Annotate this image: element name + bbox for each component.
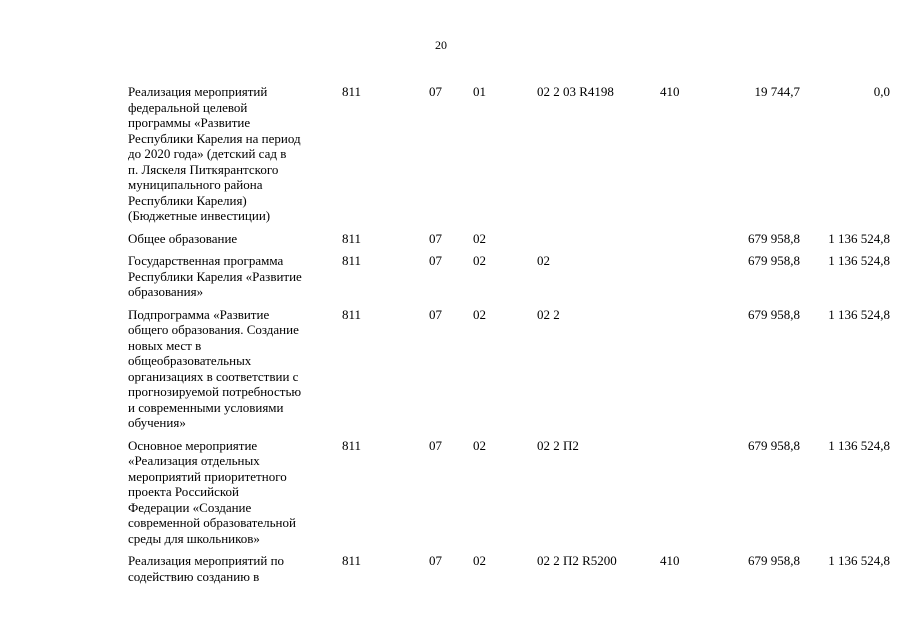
ved-code: 811	[342, 84, 362, 99]
expense-type-code: 410	[660, 553, 680, 568]
subsection-code: 02	[473, 437, 486, 453]
amount-year-2: 1 136 524,8	[828, 306, 890, 322]
budget-table	[128, 84, 890, 591]
row-name: Подпрограмма «Развитие общего образования. Создание новых мест в общеобразовательных организациях в соответствии с прогнозируемой потребностью и современными условиями обучения»	[128, 306, 302, 430]
ved-code: 811	[342, 553, 362, 568]
row-name: Реализация мероприятий федеральной целевой программы «Развитие Республики Карелия на период до 2020 года» (детский сад в п. Ляскеля Питкярантского муниципального района Республики Карелия) (Бюджетные инвестиции)	[128, 84, 301, 223]
expense-type-code	[660, 438, 715, 554]
target-article-code: 02 2	[537, 306, 560, 322]
amount-year-1: 679 958,8	[748, 253, 800, 268]
row-name: Государственная программа Республики Карелия «Развитие образования»	[128, 253, 302, 299]
section-code: 07	[429, 84, 442, 99]
table-row	[128, 231, 890, 254]
amount-year-2: 1 136 524,8	[828, 230, 890, 246]
subsection-code: 02	[473, 553, 486, 568]
row-name: Основное мероприятие «Реализация отдельных мероприятий приоритетного проекта Российской Федерации «Создание современной образовательной среды для школьников»	[128, 437, 296, 546]
section-code: 07	[429, 553, 442, 568]
subsection-code: 02	[473, 253, 486, 268]
row-name-cell	[128, 553, 342, 591]
row-name: Общее образование	[128, 230, 238, 246]
table-row	[128, 84, 890, 231]
amount-year-1: 679 958,8	[748, 306, 800, 322]
amount-year-1: 19 744,7	[754, 84, 800, 99]
amount-year-2: 1 136 524,8	[828, 253, 890, 268]
ved-code: 811	[342, 230, 362, 246]
ved-code: 811	[342, 253, 362, 268]
target-article-code: 02 2 П2 R5200	[537, 553, 617, 568]
target-article-code: 02 2 03 R4198	[537, 84, 614, 99]
section-code: 07	[429, 253, 442, 268]
ved-code: 811	[342, 437, 362, 453]
amount-year-2: 0,0	[873, 84, 890, 99]
expense-type-code: 410	[660, 84, 680, 99]
amount-year-1: 679 958,8	[748, 230, 800, 246]
section-code: 07	[429, 306, 442, 322]
subsection-code: 02	[473, 230, 486, 246]
row-name-cell	[128, 253, 342, 307]
amount-year-1: 679 958,8	[748, 437, 800, 453]
subsection-code: 02	[473, 306, 486, 322]
table-row	[128, 307, 890, 438]
expense-type-code	[660, 307, 715, 438]
amount-year-2: 1 136 524,8	[828, 437, 890, 453]
table-row	[128, 438, 890, 554]
subsection-code: 01	[473, 84, 486, 99]
target-article-code: 02 2 П2	[537, 437, 579, 453]
row-name-cell	[128, 231, 342, 254]
amount-year-2: 1 136 524,8	[828, 553, 890, 568]
page-number: 20	[435, 38, 447, 52]
amount-year-1: 679 958,8	[748, 553, 800, 568]
table-row	[128, 553, 890, 591]
section-code: 07	[429, 230, 442, 246]
expense-type-code	[660, 231, 715, 254]
ved-code: 811	[342, 306, 362, 322]
table-row	[128, 253, 890, 307]
row-name-cell	[128, 438, 342, 554]
expense-type-code	[660, 253, 715, 307]
target-article-code: 02	[537, 253, 550, 268]
row-name-cell	[128, 84, 342, 231]
row-name-cell	[128, 307, 342, 438]
target-article-code	[537, 231, 660, 254]
row-name: Реализация мероприятий по содействию созданию в	[128, 553, 285, 584]
section-code: 07	[429, 437, 442, 453]
